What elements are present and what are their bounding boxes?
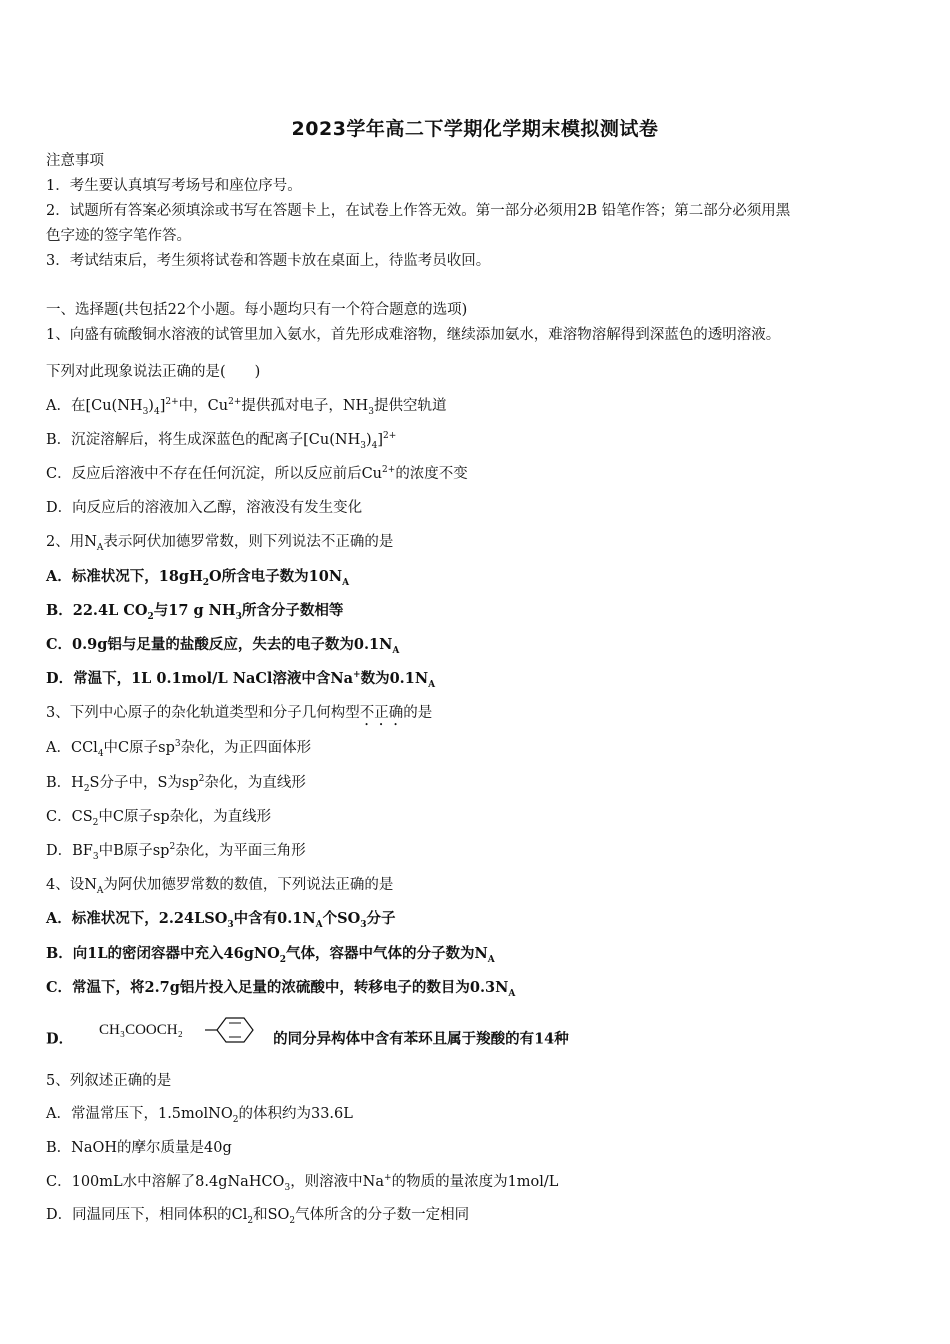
q2-option-d: D．常温下，1L 0.1mol/L NaCl溶液中含Na+数为$0.1N_A$ — [46, 670, 436, 690]
q4-option-d: D． CH₃COOCH₂ 的同分异构体中含有苯环且属于羧酸的有14种 — [46, 1016, 569, 1063]
q5-option-c: C．100mL水中溶解了8.4gNaHCO$_3$，则溶液中Na+的物质的量浓度为1mol/L — [46, 1173, 559, 1193]
q5-option-d: D．同温同压下，相同体积的$Cl_2$和$SO_2$气体所含的分子数一定相同 — [46, 1207, 470, 1226]
notice-item-3: 3．考试结束后，考生须将试卷和答题卡放在桌面上，待监考员收回。 — [46, 253, 491, 269]
q3-option-b: B．$H_2S$分子中，S为$sp^2$杂化，为直线形 — [46, 774, 306, 794]
structural-formula — [99, 1016, 269, 1063]
q2-stem: 2、用$N_A$表示阿伏加德罗常数，则下列说法不正确的是 — [46, 534, 394, 553]
structure-formula-text: CH₃COOCH₂ — [99, 1022, 183, 1038]
q1-option-a: A．在$[Cu(NH_3)_4]^{2+}$中，$Cu^{2+}$提供孤对电子，$NH_3$提供空轨道 — [46, 397, 447, 417]
q4-option-c: C．常温下，将2.7g铝片投入足量的浓硫酸中，转移电子的数目为$0.3N_A$ — [46, 979, 516, 999]
q2-option-a: A．标准状况下，$18gH_2O$所含电子数为$10N_A$ — [46, 568, 350, 588]
q5-option-a: A．常温常压下，1.5molNO$_2$的体积约为33.6L — [46, 1106, 353, 1125]
q1-stem-2: 下列对此现象说法正确的是( ) — [46, 364, 261, 380]
q1-option-c: C．反应后溶液中不存在任何沉淀，所以反应前后$Cu^{2+}$的浓度不变 — [46, 465, 468, 482]
notice-item-2: 2．试题所有答案必须填涂或书写在答题卡上，在试卷上作答无效。第一部分必须用2B 铅笔作答；第二部分必须用黑 — [46, 203, 791, 219]
q3-option-a: A．CCl$_4$中C原子$sp^3$杂化，为正四面体形 — [46, 739, 312, 759]
q1-stem: 1、向盛有硫酸铜水溶液的试管里加入氨水，首先形成难溶物，继续添加氨水，难溶物溶解得到深蓝色的透明溶液。 — [46, 327, 781, 343]
notice-item-1: 1．考生要认真填写考场号和座位序号。 — [46, 178, 302, 194]
benzyl-acetate-structure-icon — [99, 1016, 269, 1050]
page-title: 2023学年高二下学期化学期末模拟测试卷 — [291, 118, 659, 140]
q5-option-b: B．NaOH的摩尔质量是40g — [46, 1140, 232, 1156]
q4-option-a: A．标准状况下，$2.24LSO_3$中含有$0.1N_A$个$SO_3$分子 — [46, 910, 396, 930]
q4-stem: 4、设$N_A$为阿伏加德罗常数的数值，下列说法正确的是 — [46, 877, 394, 896]
q4-option-b: B．向1L的密闭容器中充入46gNO$_2$气体，容器中气体的分子数为$N_A$ — [46, 945, 495, 965]
emphasis-dots-text: 不正确 — [359, 705, 404, 721]
q1-option-b: B．沉淀溶解后，将生成深蓝色的配离子$[Cu(NH_3)_4]^{2+}$ — [46, 431, 397, 451]
q1-option-d: D．向反应后的溶液加入乙醇，溶液没有发生变化 — [46, 500, 363, 516]
notice-item-2-cont: 色字迹的签字笔作答。 — [46, 228, 191, 244]
q3-option-c: C．$CS_2$中C原子sp杂化，为直线形 — [46, 809, 272, 828]
q2-option-c: C．0.9g铝与足量的盐酸反应，失去的电子数为$0.1N_A$ — [46, 636, 400, 656]
q3-option-d: D．$BF_3$中B原子$sp^2$杂化，为平面三角形 — [46, 842, 306, 862]
q3-stem: 3、下列中心原子的杂化轨道类型和分子几何构型不正确的是 — [46, 705, 433, 721]
notice-heading: 注意事项 — [46, 153, 104, 169]
section-heading: 一、选择题(共包括22个小题。每小题均只有一个符合题意的选项) — [46, 302, 468, 318]
q2-option-b: B．22.4L $CO_2$与17 g $NH_3$所含分子数相等 — [46, 602, 344, 622]
q5-stem: 5、列叙述正确的是 — [46, 1073, 172, 1089]
